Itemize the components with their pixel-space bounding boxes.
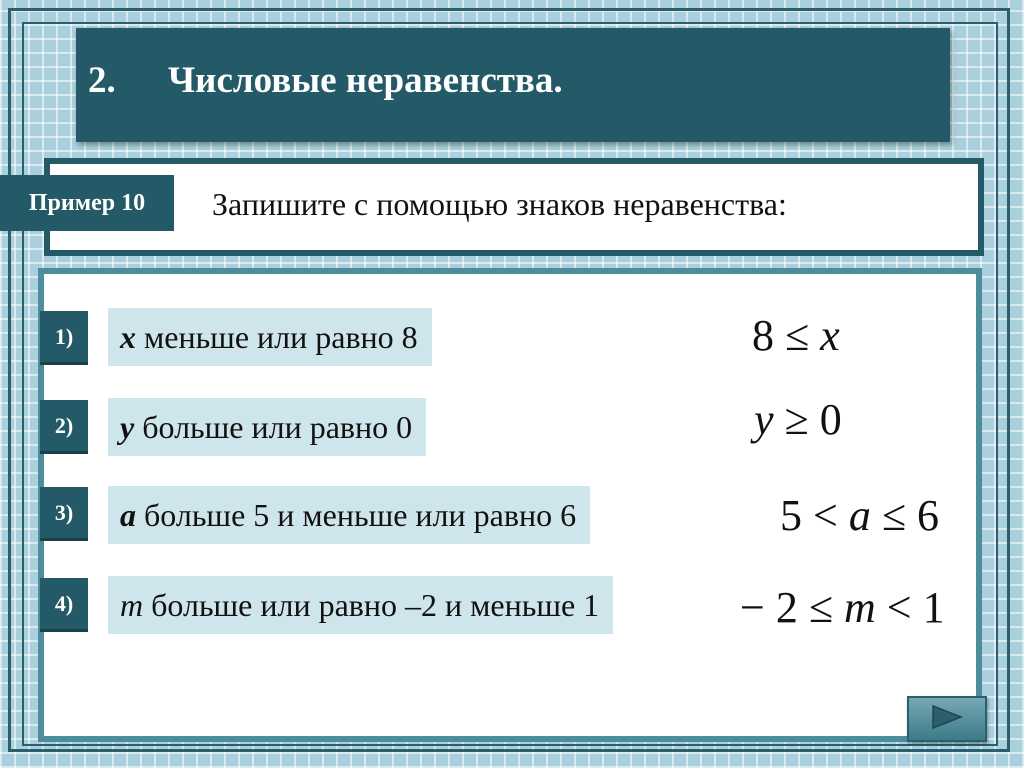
formula-4-var: m: [843, 583, 876, 632]
example-label: Пример 10: [0, 175, 174, 231]
formula-3-sign: <: [813, 491, 838, 540]
formula-2-term: 0: [819, 395, 842, 444]
item-label-3: [108, 486, 590, 544]
variable-m: m: [120, 586, 144, 623]
item-number-1: 1): [40, 311, 88, 365]
item-label-1: [108, 308, 432, 366]
formula-4-term: 2: [775, 583, 798, 632]
formula-3-sign-2: ≤: [881, 491, 906, 540]
formula-3: [780, 491, 939, 540]
formula-1-var: x: [820, 311, 840, 360]
formula-2-var: y: [754, 395, 774, 444]
variable-x: x: [120, 318, 136, 355]
formula-3-term-2: 6: [916, 491, 939, 540]
formula-2-sign: ≥: [784, 395, 809, 444]
task-text: Запишите с помощью знаков неравенства:: [212, 186, 787, 222]
formula-1-sign: ≤: [785, 311, 810, 360]
formula-4-sign: ≤: [808, 583, 833, 632]
formula-4-term-2: 1: [922, 583, 945, 632]
formula-1-term: 8: [752, 311, 774, 360]
item-number-3: 3): [40, 487, 88, 541]
item-label-text-2: больше или равно 0: [142, 408, 413, 445]
item-label-2: [108, 398, 426, 456]
formula-3-term: 5: [780, 491, 802, 540]
item-label-text-3: больше 5 и меньше или равно 6: [144, 496, 577, 533]
formula-1: [752, 311, 840, 360]
formula-4-minus: −: [740, 583, 765, 632]
title-number: 2.: [88, 60, 116, 101]
variable-a: a: [120, 496, 136, 533]
formula-3-var: a: [848, 491, 871, 540]
formula-4-sign-2: <: [886, 583, 912, 632]
formula-2: [754, 395, 842, 444]
variable-y: y: [120, 408, 135, 445]
item-label-text-1: меньше или равно 8: [144, 318, 418, 355]
item-number-2: 2): [40, 400, 88, 454]
formula-4: [740, 583, 945, 632]
item-label-text-4: больше или равно –2 и меньше 1: [151, 586, 600, 623]
next-slide-button[interactable]: [907, 696, 987, 742]
item-label-4: [108, 576, 613, 634]
page-title: Числовые неравенства.: [168, 60, 563, 101]
play-triangle-icon: [929, 704, 965, 735]
item-number-4: 4): [40, 578, 88, 632]
